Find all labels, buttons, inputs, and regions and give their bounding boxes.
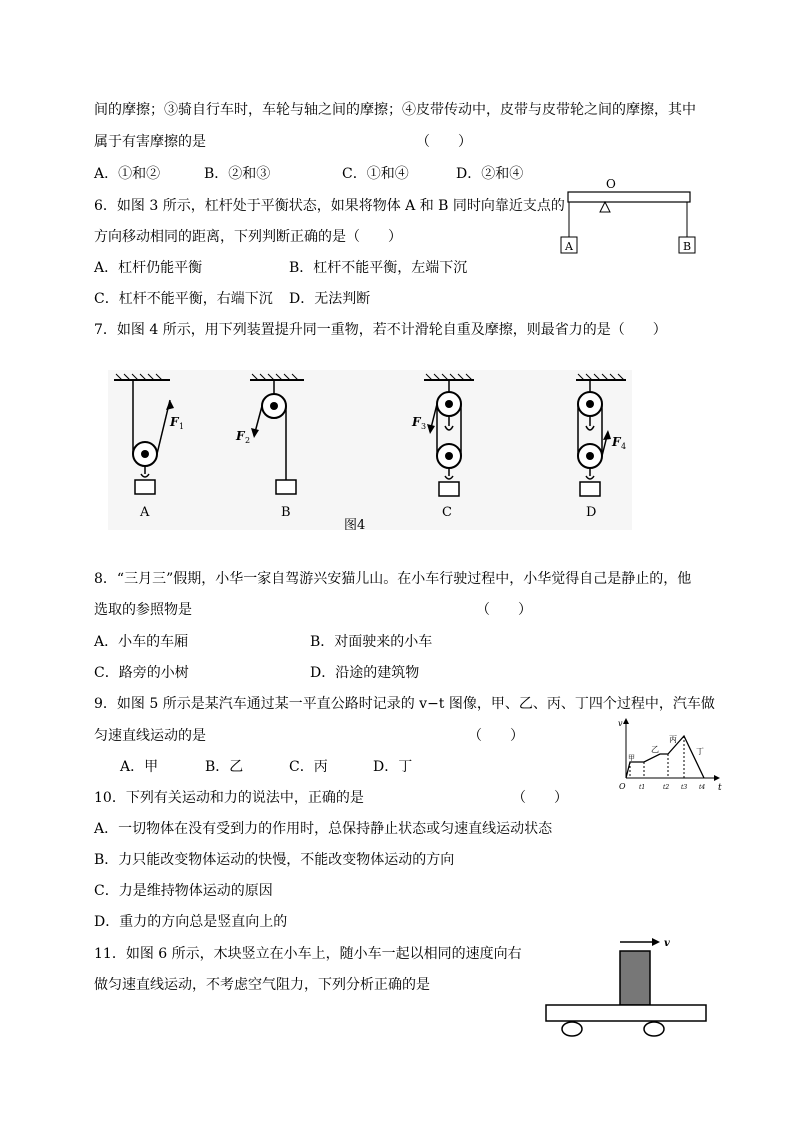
q8-text-line2: 选取的参照物是: [94, 602, 192, 618]
vt-tick-t1: t1: [639, 784, 646, 791]
vt-tick-t2: t2: [663, 784, 670, 791]
vt-axis-v-label: v: [618, 719, 623, 728]
vt-segment-bing: 丙: [669, 735, 677, 744]
vt-segment-ding: 丁: [696, 747, 704, 756]
force-f4-sub: 4: [621, 442, 627, 451]
q9-option-c: C．丙: [289, 759, 328, 775]
vt-axis-t-label: t: [718, 783, 722, 793]
q6-option-d: D．无法判断: [289, 291, 371, 307]
lever-object-b-label: B: [683, 240, 692, 253]
q5-option-a: A．①和②: [94, 166, 161, 182]
vt-origin-label: O: [619, 782, 626, 791]
wood-block: [620, 951, 650, 1005]
q8-text-line1: 8．“三月三”假期，小华一家自驾游兴安猫儿山。在小车行驶过程中，小华觉得自己是静止的，他: [94, 571, 692, 587]
vt-segment-jia: 甲: [628, 754, 635, 762]
force-f1-sub: 1: [179, 422, 185, 431]
vt-tick-t3: t3: [681, 784, 688, 791]
force-f2-label: F: [236, 429, 245, 443]
force-f1-label: F: [170, 415, 179, 429]
q6-option-a: A．杠杆仍能平衡: [94, 260, 203, 276]
pulley-figure-caption: 图4: [344, 518, 366, 530]
cart-wheel-left: [562, 1022, 582, 1036]
lever-fulcrum: [600, 202, 610, 212]
q9-option-a: A．甲: [120, 759, 159, 775]
q9-option-d: D．丁: [373, 759, 413, 775]
q8-answer-paren: （ ）: [476, 602, 532, 618]
q5-answer-paren: （ ）: [416, 134, 472, 150]
velocity-label: v: [664, 938, 670, 949]
cart-body: [546, 1005, 706, 1021]
q10-option-a: A．一切物体在没有受到力的作用时，总保持静止状态或匀速直线运动状态: [94, 821, 553, 837]
q11-text-line2: 做匀速直线运动，不考虑空气阻力，下列分析正确的是: [94, 977, 430, 993]
q10-option-b: B．力只能改变物体运动的快慢，不能改变物体运动的方向: [94, 852, 455, 868]
q5-option-d: D．②和④: [456, 166, 524, 182]
q8-option-a: A．小车的车厢: [94, 634, 189, 650]
force-f4-label: F: [612, 435, 621, 449]
q10-option-d: D．重力的方向总是竖直向上的: [94, 914, 288, 930]
vt-tick-t4: t4: [699, 784, 706, 791]
q10-text-line1: 10．下列有关运动和力的说法中，正确的是: [94, 790, 364, 806]
q6-text-line1: 6．如图 3 所示，杠杆处于平衡状态，如果将物体 A 和 B 同时向靠近支点的: [94, 198, 565, 214]
pulley-label-a: A: [140, 505, 150, 520]
cart-wheel-right: [644, 1022, 664, 1036]
pulley-label-d: D: [586, 505, 597, 520]
force-f2-sub: 2: [245, 436, 251, 445]
q5-option-c: C．①和④: [342, 166, 409, 182]
q5-text-line1: 间的摩擦；③骑自行车时，车轮与轴之间的摩擦；④皮带传动中，皮带与皮带轮之间的摩擦，其中: [94, 102, 696, 118]
vt-curve: [626, 736, 704, 778]
q8-option-b: B．对面驶来的小车: [310, 634, 433, 650]
q6-option-c: C．杠杆不能平衡，右端下沉: [94, 291, 273, 307]
force-f3-label: F: [412, 415, 421, 429]
pulley-label-b: B: [281, 505, 291, 520]
q5-option-b: B．②和③: [204, 166, 271, 182]
q6-text-line2: 方向移动相同的距离，下列判断正确的是（ ）: [94, 229, 402, 245]
pulley-figure-background: [108, 370, 632, 530]
lever-beam: [568, 192, 690, 202]
q9-text-line2: 匀速直线运动的是: [94, 728, 206, 744]
q5-text-line2: 属于有害摩擦的是: [94, 134, 206, 150]
force-f3-sub: 3: [421, 422, 427, 431]
lever-figure: [556, 174, 702, 260]
pulley-figure: [108, 370, 632, 530]
q8-option-c: C．路旁的小树: [94, 665, 189, 681]
q10-option-c: C．力是维持物体运动的原因: [94, 883, 273, 899]
cart-figure: [540, 930, 716, 1042]
pulley-label-c: C: [442, 505, 452, 520]
q7-text-line1: 7．如图 4 所示，用下列装置提升同一重物，若不计滑轮自重及摩擦，则最省力的是（ ）: [94, 322, 667, 338]
q9-text-line1: 9．如图 5 所示是某汽车通过某一平直公路时记录的 v−t 图像，甲、乙、丙、丁四个过程中，汽车做: [94, 696, 715, 712]
q9-option-b: B．乙: [205, 759, 244, 775]
q10-answer-paren: （ ）: [512, 790, 568, 806]
vt-graph-figure: [614, 712, 724, 794]
q6-option-b: B．杠杆不能平衡，左端下沉: [289, 260, 468, 276]
q8-option-d: D．沿途的建筑物: [310, 665, 420, 681]
q9-answer-paren: （ ）: [468, 728, 524, 744]
lever-object-a-label: A: [565, 240, 573, 253]
q11-text-line1: 11．如图 6 所示，木块竖立在小车上，随小车一起以相同的速度向右: [94, 946, 522, 962]
lever-pivot-label: O: [606, 177, 616, 191]
vt-segment-yi: 乙: [651, 745, 659, 754]
